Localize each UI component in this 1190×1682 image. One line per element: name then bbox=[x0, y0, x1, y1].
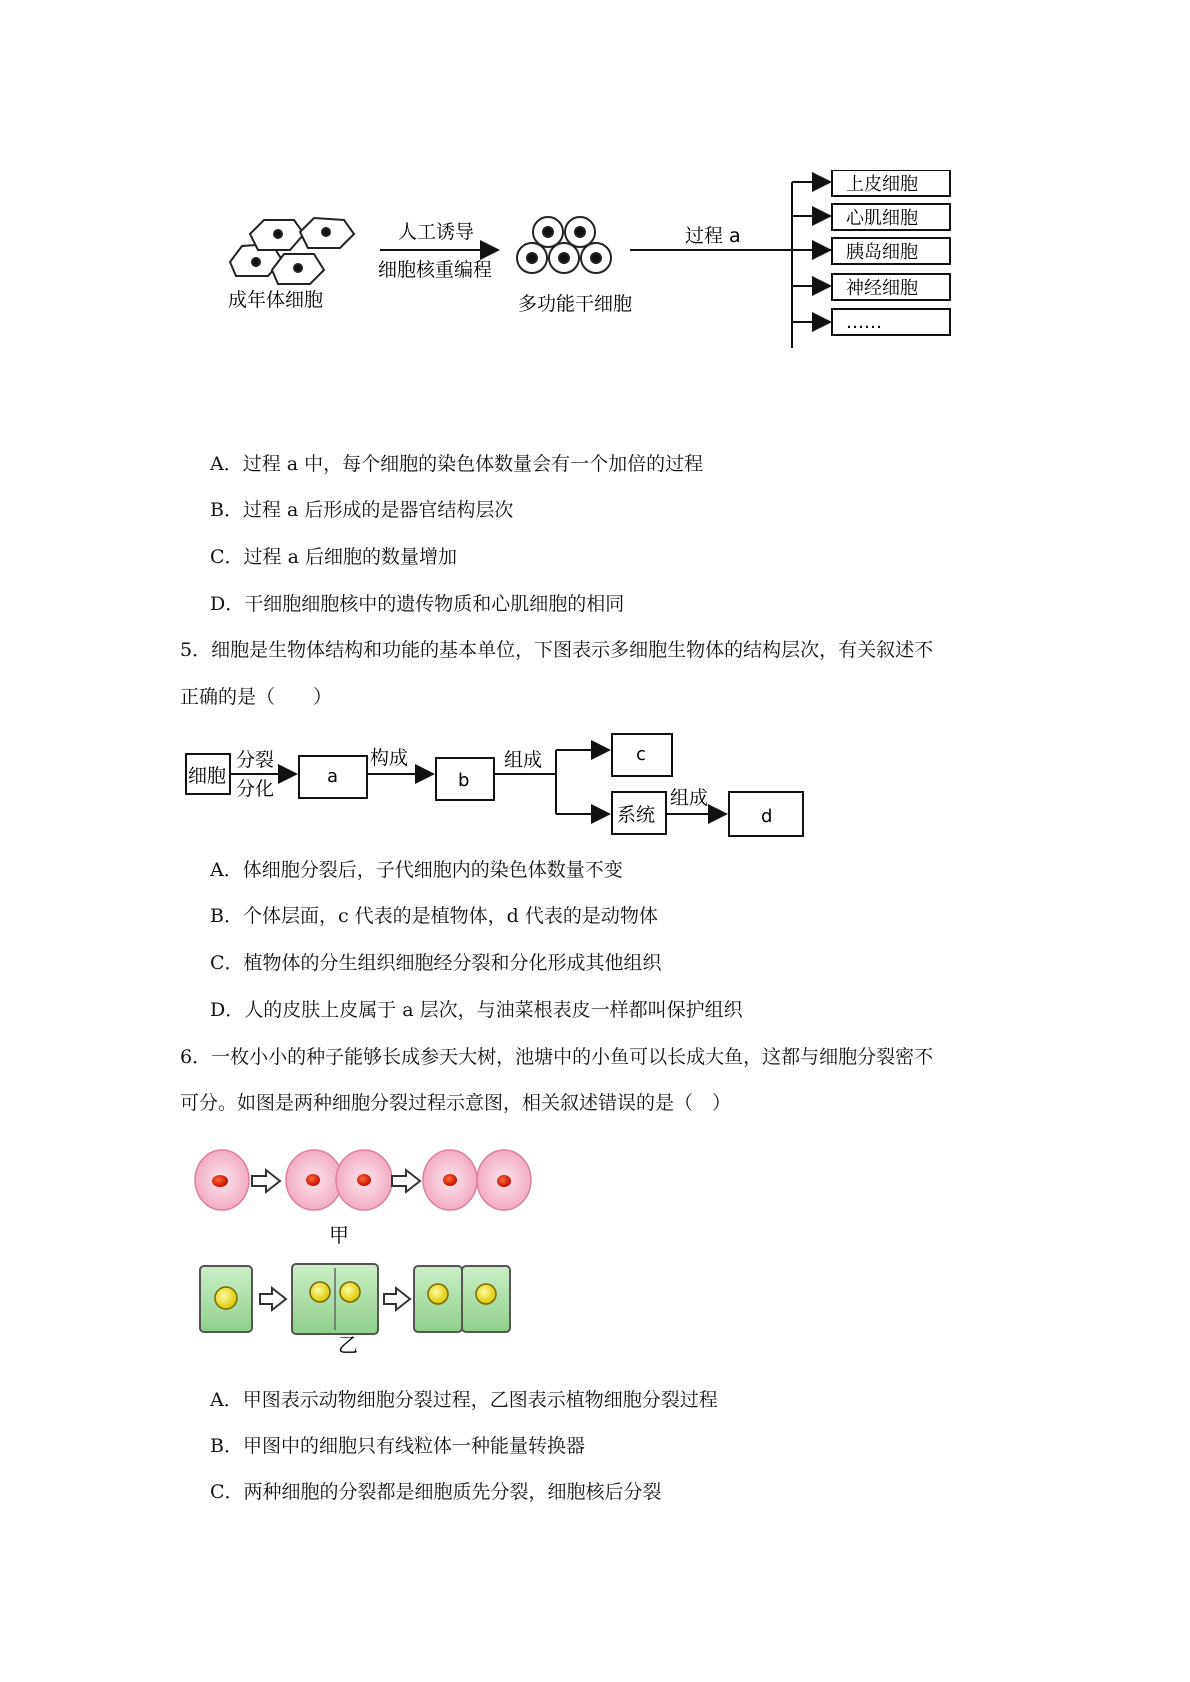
q5-option-a: A．体细胞分裂后，子代细胞内的染色体数量不变 bbox=[210, 859, 623, 881]
arrow-top-label: 人工诱导 bbox=[398, 221, 475, 243]
edge-differentiate: 分化 bbox=[236, 778, 275, 800]
process-a-label: 过程 a bbox=[685, 225, 741, 247]
q5-stem-line2: 正确的是（ ） bbox=[180, 686, 333, 708]
animal-cell-stage-3 bbox=[423, 1150, 531, 1210]
plant-cell-stage-1 bbox=[200, 1266, 252, 1332]
node-b: b bbox=[458, 770, 470, 791]
q4-option-a: A．过程 a 中，每个细胞的染色体数量会有一个加倍的过程 bbox=[210, 453, 704, 475]
edge-form: 构成 bbox=[370, 747, 409, 769]
label-jia: 甲 bbox=[329, 1223, 349, 1247]
q6-option-c: C．两种细胞的分裂都是细胞质先分裂，细胞核后分裂 bbox=[210, 1481, 662, 1503]
output-ellipsis: …… bbox=[846, 312, 882, 333]
q4-option-c: C．过程 a 后细胞的数量增加 bbox=[210, 546, 457, 568]
output-islet: 胰岛细胞 bbox=[846, 242, 918, 263]
hollow-arrow-icon bbox=[392, 1170, 420, 1192]
output-epithelial: 上皮细胞 bbox=[846, 174, 918, 195]
structure-levels-diagram bbox=[184, 730, 824, 840]
adult-cells-icon bbox=[230, 218, 354, 284]
node-c: c bbox=[636, 744, 646, 765]
q5-option-b: B．个体层面，c 代表的是植物体，d 代表的是动物体 bbox=[210, 905, 658, 927]
q6-stem-line1: 6．一枚小小的种子能够长成参天大树，池塘中的小鱼可以长成大鱼，这都与细胞分裂密不 bbox=[180, 1046, 934, 1068]
stem-cell-diagram bbox=[220, 170, 980, 370]
output-cardiac: 心肌细胞 bbox=[846, 208, 918, 229]
q4-option-d: D．干细胞细胞核中的遗传物质和心肌细胞的相同 bbox=[210, 593, 625, 615]
edge-compose-2: 组成 bbox=[670, 787, 709, 809]
hollow-arrow-icon bbox=[252, 1170, 280, 1192]
hollow-arrow-icon bbox=[260, 1288, 286, 1310]
animal-cell-division-figure bbox=[192, 1142, 542, 1262]
edge-compose-1: 组成 bbox=[504, 749, 543, 771]
stem-cells-label: 多功能干细胞 bbox=[518, 293, 633, 315]
q6-option-b: B．甲图中的细胞只有线粒体一种能量转换器 bbox=[210, 1435, 585, 1457]
animal-cell-stage-2 bbox=[286, 1150, 392, 1210]
node-a: a bbox=[327, 766, 339, 787]
node-system: 系统 bbox=[617, 804, 656, 826]
animal-cell-stage-1 bbox=[195, 1150, 249, 1210]
plant-cell-stage-2 bbox=[292, 1264, 378, 1334]
q5-stem-line1: 5．细胞是生物体结构和功能的基本单位，下图表示多细胞生物体的结构层次，有关叙述不 bbox=[180, 639, 934, 661]
hollow-arrow-icon bbox=[384, 1288, 410, 1310]
plant-cell-stage-3 bbox=[414, 1266, 510, 1332]
label-yi: 乙 bbox=[338, 1333, 358, 1354]
node-d: d bbox=[761, 806, 773, 827]
q6-stem-line2: 可分。如图是两种细胞分裂过程示意图，相关叙述错误的是（ ） bbox=[180, 1092, 732, 1114]
q4-option-b: B．过程 a 后形成的是器官结构层次 bbox=[210, 499, 514, 521]
node-cell: 细胞 bbox=[188, 765, 227, 787]
output-neuron: 神经细胞 bbox=[846, 278, 918, 299]
arrow-bottom-label: 细胞核重编程 bbox=[378, 259, 493, 281]
q5-option-c: C．植物体的分生组织细胞经分裂和分化形成其他组织 bbox=[210, 952, 662, 974]
q5-option-d: D．人的皮肤上皮属于 a 层次，与油菜根表皮一样都叫保护组织 bbox=[210, 999, 743, 1021]
adult-cells-label: 成年体细胞 bbox=[228, 289, 324, 311]
plant-cell-division-figure bbox=[196, 1262, 536, 1354]
edge-divide: 分裂 bbox=[236, 749, 275, 771]
q6-option-a: A．甲图表示动物细胞分裂过程，乙图表示植物细胞分裂过程 bbox=[210, 1389, 718, 1411]
stem-cells-icon bbox=[517, 217, 611, 273]
